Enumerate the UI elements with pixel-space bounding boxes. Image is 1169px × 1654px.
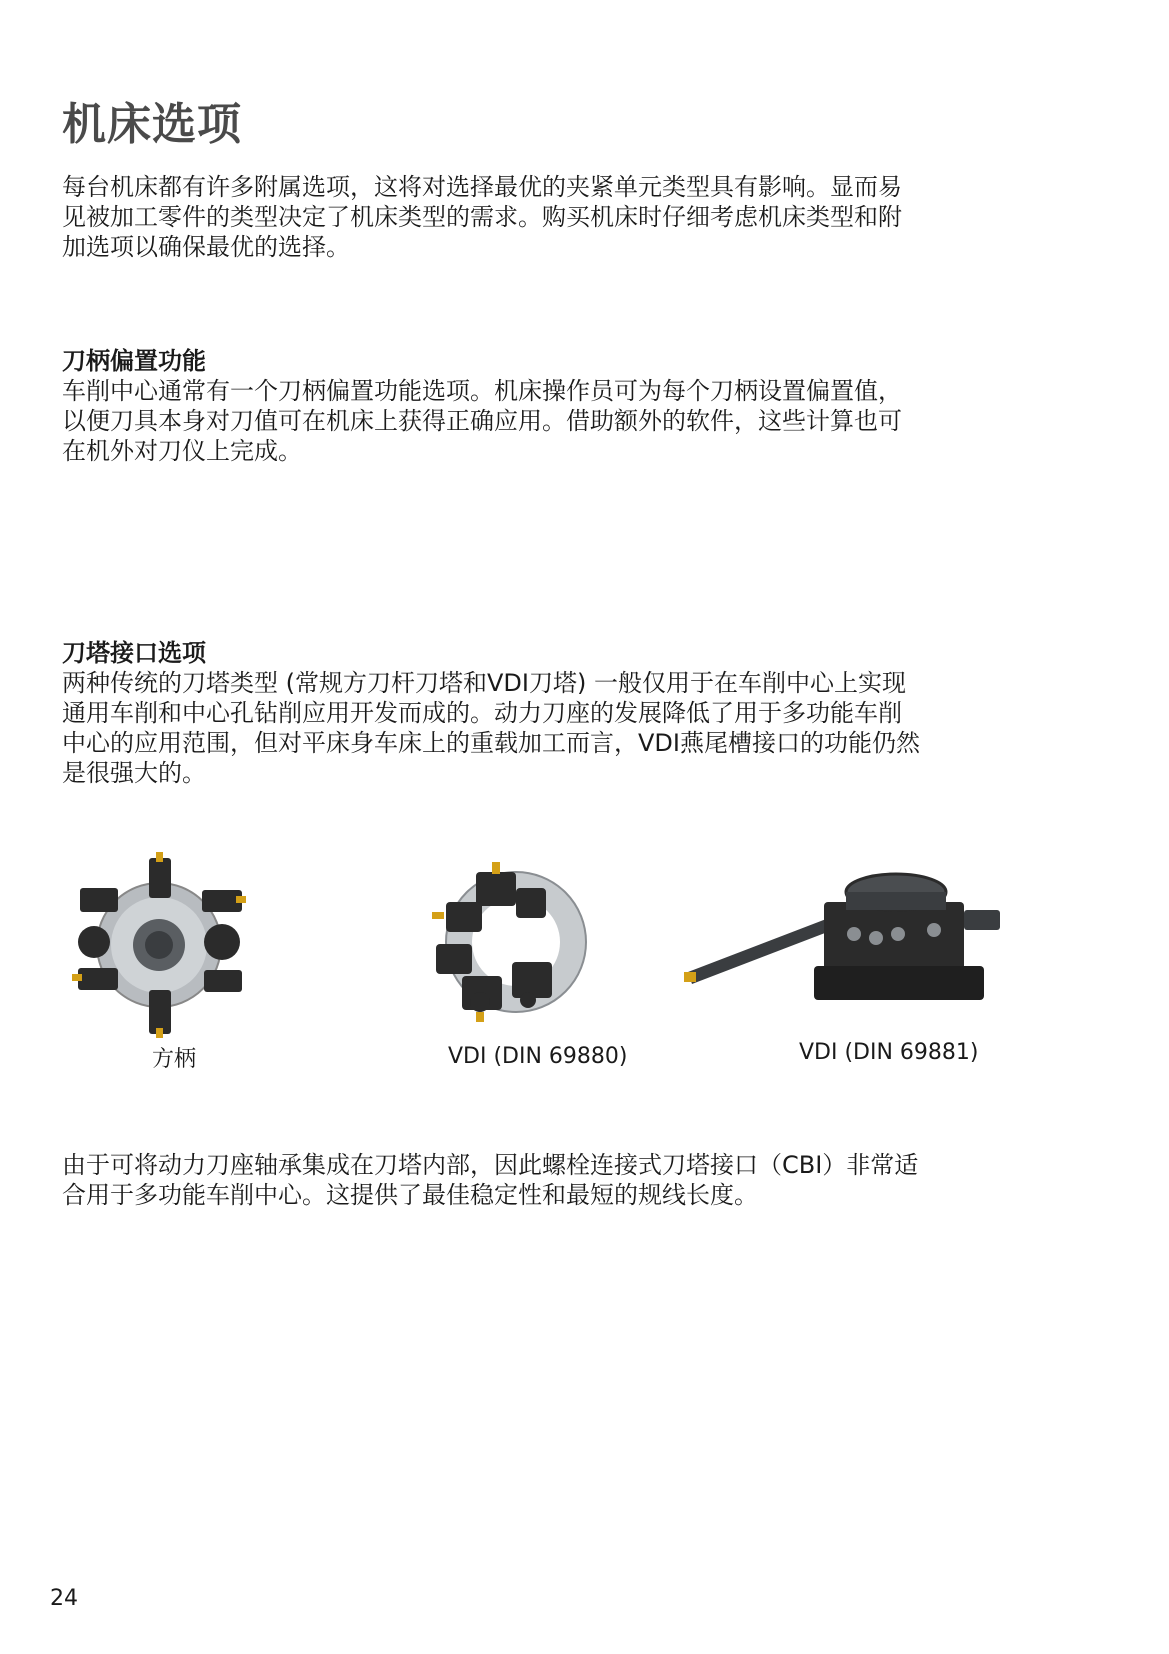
- page-title: 机床选项: [62, 99, 242, 150]
- figure-caption-square-shank: 方柄: [152, 1047, 197, 1072]
- section-heading-tool-offset: 刀柄偏置功能: [62, 347, 206, 375]
- square-shank-turret-image: [64, 850, 254, 1040]
- figure-caption-vdi-69881: VDI (DIN 69881): [799, 1040, 979, 1065]
- closing-paragraph: 由于可将动力刀座轴承集成在刀塔内部，因此螺栓连接式刀塔接口（CBI）非常适合用于多功能车削中心。这提供了最佳稳定性和最短的规线长度。: [62, 1151, 919, 1209]
- page-number: 24: [50, 1586, 78, 1611]
- vdi-turret-image: [416, 852, 596, 1032]
- vdi-dovetail-toolholder-image: [684, 862, 1004, 1012]
- intro-paragraph: 每台机床都有许多附属选项，这将对选择最优的夹紧单元类型具有影响。显而易见被加工零件的类型决定了机床类型的需求。购买机床时仔细考虑机床类型和附加选项以确保最优的选择。: [62, 173, 902, 261]
- section-body-tool-offset: 车削中心通常有一个刀柄偏置功能选项。机床操作员可为每个刀柄设置偏置值，以便刀具本身对刀值可在机床上获得正确应用。借助额外的软件，这些计算也可在机外对刀仪上完成。: [62, 377, 902, 465]
- figure-caption-vdi-69880: VDI (DIN 69880): [448, 1044, 628, 1069]
- section-heading-turret-interface: 刀塔接口选项: [62, 639, 206, 667]
- section-body-turret-interface: 两种传统的刀塔类型 (常规方刀杆刀塔和VDI刀塔) 一般仅用于在车削中心上实现通用车削和中心孔钻削应用开发而成的。动力刀座的发展降低了用于多功能车削中心的应用范围，但对平床身车床上的重载加工而言，VDI燕尾槽接口的功能仍然是很强大的。: [62, 669, 920, 787]
